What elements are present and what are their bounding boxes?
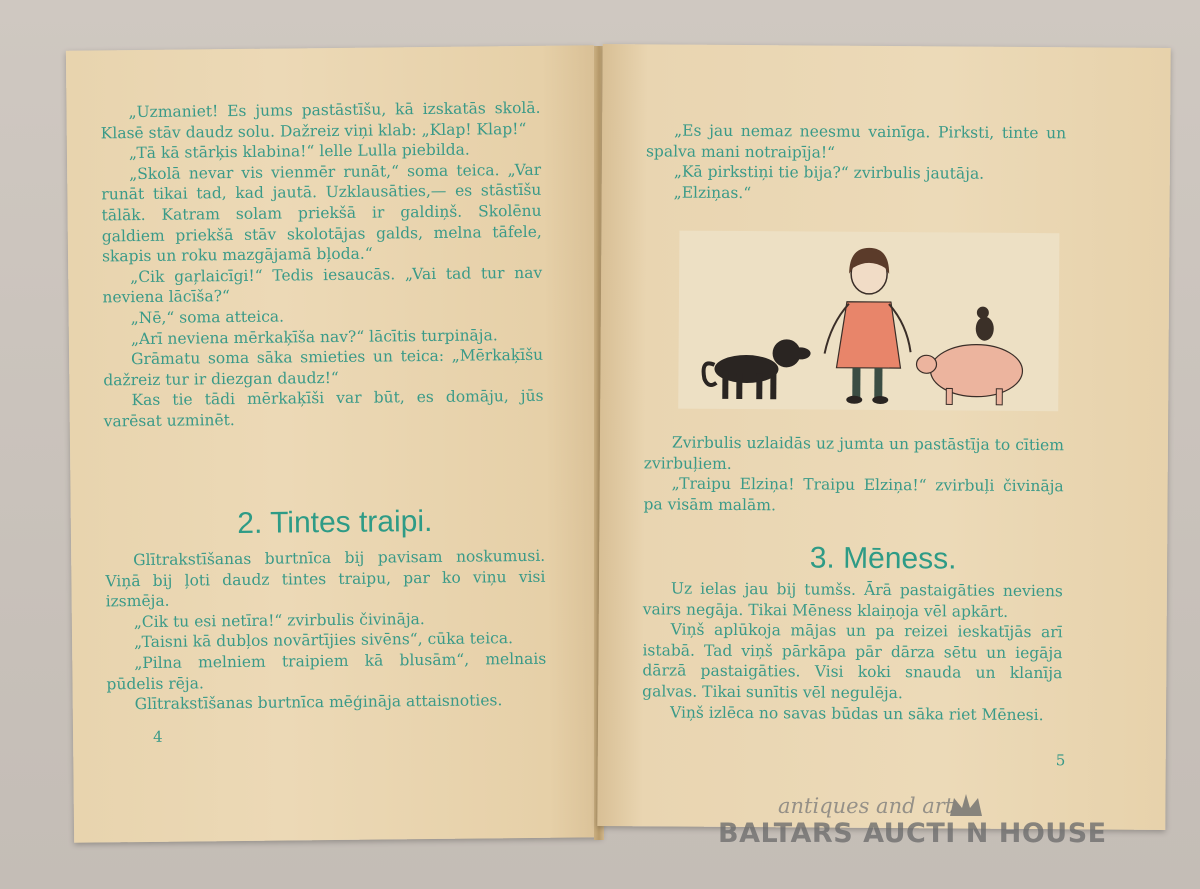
right-chapter-text (642, 578, 1063, 725)
pig-drawing (916, 344, 1022, 405)
left-page (66, 45, 602, 842)
paragraph: Zvirbulis uzlaidās uz jumta un pastāstīja to cītiem zvirbuļiem. (643, 433, 1065, 473)
paragraph: Grāmatu soma sāka smieties un teica: „Mērkaķīšu dažreiz tur ir diezgan daudz!“ (103, 345, 544, 390)
right-page (597, 44, 1170, 830)
paragraph: „Cik tu esi netīra!“ zvirbulis čivināja. (133, 609, 425, 631)
paragraph: Viņš izlēca no savas būdas un sāka riet Mēnesi. (670, 703, 1044, 724)
right-after-illustration-text (643, 432, 1064, 517)
chapter-title: 3. Mēness. (809, 541, 957, 576)
right-intro-text (646, 120, 1067, 205)
illustration-drawing (678, 231, 1059, 412)
paragraph: Glītrakstīšanas burtnīca mēģināja attaisnoties. (134, 691, 503, 714)
paragraph: Kas tie tādi mērkaķīši var būt, es domāju, jūs varēsat uzminēt. (103, 387, 544, 431)
paragraph: „Elziņas.“ (673, 183, 752, 202)
paragraph: „Es jau nemaz neesmu vainīga. Pirksti, tinte un spalva mani notraipīja!“ (645, 121, 1067, 162)
crown-icon (946, 790, 986, 820)
paragraph: „Skolā nevar vis vienmēr runāt,“ soma teica. „Var runāt tikai tad, kad jautā. Uzklausāties,— es stāstīšu tālāk. Katram solam priekšā ir galdiņš. Skolēnu galdiem priekšā stāv skolotājas galds, melna tāfele, skapis un roku mazgājamā bļoda.“ (101, 160, 542, 266)
page-number: 4 (152, 727, 163, 746)
left-intro-text (100, 98, 543, 432)
sparrow-drawing (976, 307, 994, 341)
illustration (678, 231, 1059, 412)
paragraph: „Tā kā stārķis klabina!“ lelle Lulla piebilda. (128, 140, 470, 163)
paragraph: „Taisni kā dubļos novārtījies sivēns“, cūka teica. (133, 629, 514, 652)
paragraph: „Traipu Elziņa! Traipu Elziņa!“ zvirbuļi čivināja pa visām malām. (643, 474, 1064, 515)
paragraph: „Pilna melniem traipiem kā blusām“, melnais pūdelis rēja. (106, 649, 547, 693)
auction-house-watermark (718, 794, 1158, 864)
left-chapter-text (105, 546, 547, 715)
girl-drawing (824, 248, 911, 405)
paragraph: „Nē,“ soma atteica. (130, 307, 285, 328)
poodle-drawing (703, 339, 810, 400)
paragraph: „Uzmaniet! Es jums pastāstīšu, kā izskatās skolā. Klasē stāv daudz solu. Dažreiz viņi klab: „Klap! Klap!“ (100, 98, 541, 143)
page-number: 5 (1055, 751, 1066, 770)
watermark-subtitle: antiques and art (778, 794, 954, 818)
paragraph: „Kā pirkstiņi tie bija?“ zvirbulis jautāja. (673, 162, 985, 183)
paragraph: Uz ielas jau bij tumšs. Ārā pastaigāties neviens vairs negāja. Tikai Mēness klaiņoja vēl apkārt. (642, 579, 1063, 621)
paragraph: „Arī neviena mērkaķīša nav?“ lācītis turpināja. (130, 325, 498, 348)
chapter-title: 2. Tintes traipi. (237, 504, 433, 541)
watermark-title: BALTARS AUCTI N HOUSE (718, 818, 1107, 849)
paragraph: Glītrakstīšanas burtnīca bij pavisam noskumusi. Viņā bij ļoti daudz tintes traipu, par ko viņu visi izsmēja. (105, 546, 546, 611)
paragraph: „Cik gaŗlaicīgi!“ Tedis iesaucās. „Vai tad tur nav neviena lācīša?“ (102, 263, 543, 307)
paragraph: Viņš aplūkoja mājas un pa reizei ieskatījās arī istabā. Tad viņš pārkāpa pār dārza sētu un iegāja dārzā pastaigāties. Visi koki snauda un klanīja galvas. Tikai sunītis vēl negulēja. (642, 620, 1063, 703)
